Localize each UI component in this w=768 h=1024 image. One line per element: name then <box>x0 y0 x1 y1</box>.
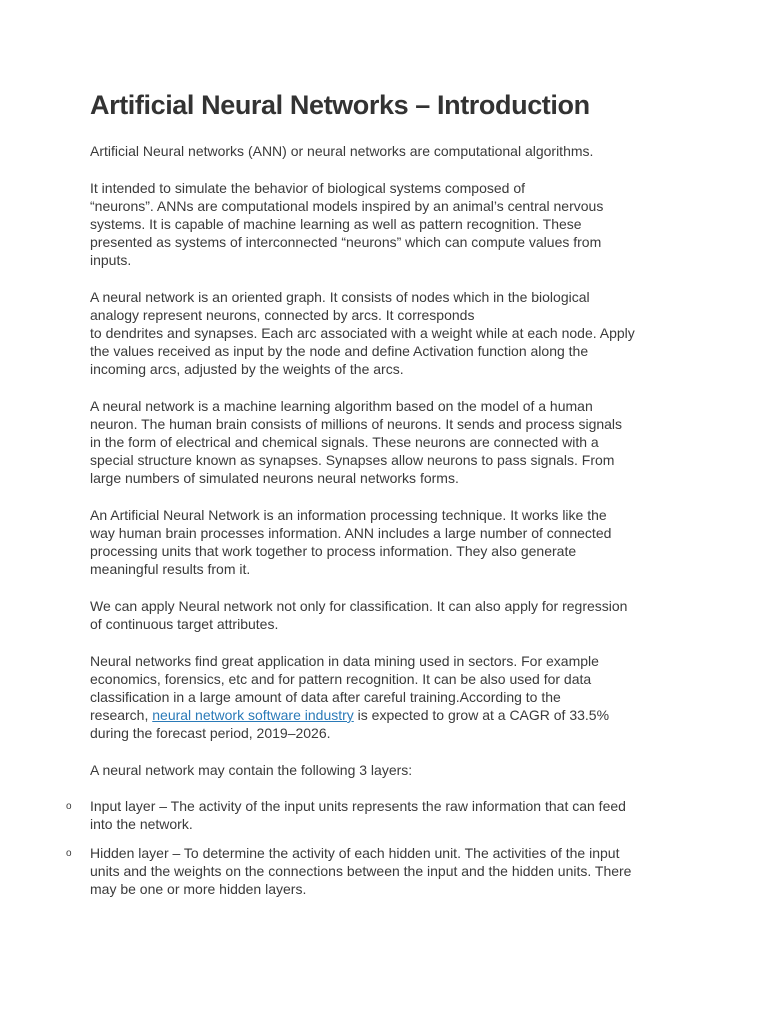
text-line-research <box>90 706 690 724</box>
text-line: It intended to simulate the behavior of biological systems composed of <box>90 180 526 196</box>
paragraph-applications <box>90 652 690 742</box>
text-line: the values received as input by the node and define Activation function along the <box>90 343 589 359</box>
text-line: to dendrites and synapses. Each arc associated with a weight while at each node. Apply <box>90 325 635 341</box>
paragraph-oriented-graph <box>90 288 690 378</box>
text-line: We can apply Neural network not only for classification. It can also apply for regression <box>90 598 628 614</box>
text-line: special structure known as synapses. Synapses allow neurons to pass signals. From <box>90 452 615 468</box>
text-line: processing units that work together to process information. They also generate <box>90 543 577 559</box>
text-line: analogy represent neurons, connected by arcs. It corresponds <box>90 307 475 323</box>
research-prefix: research, <box>90 707 153 723</box>
list-item-text <box>90 844 631 898</box>
list-item-text <box>90 797 626 833</box>
text-line: units and the weights on the connections between the input and the hidden units. There <box>90 863 632 879</box>
text-line: in the form of electrical and chemical signals. These neurons are connected with a <box>90 434 599 450</box>
circle-bullet-icon: o <box>66 848 72 859</box>
text-line: may be one or more hidden layers. <box>90 881 307 897</box>
text-line: Hidden layer – To determine the activity of each hidden unit. The activities of the input <box>90 845 620 861</box>
text-line: “neurons”. ANNs are computational models inspired by an animal’s central nervous <box>90 198 604 214</box>
paragraph-biological-systems <box>90 179 690 269</box>
text-line: into the network. <box>90 816 193 832</box>
text-line: economics, forensics, etc and for pattern recognition. It can be also used for data <box>90 671 592 687</box>
text-line: large numbers of simulated neurons neural networks forms. <box>90 470 459 486</box>
text-line: way human brain processes information. ANN includes a large number of connected <box>90 525 612 541</box>
text-line: meaningful results from it. <box>90 561 251 577</box>
paragraph-intro <box>90 142 690 160</box>
text-line: Artificial Neural networks (ANN) or neural networks are computational algorithms. <box>90 143 594 159</box>
text-line: classification in a large amount of data after careful training.According to the <box>90 689 561 705</box>
paragraph-regression <box>90 597 690 633</box>
text-line: A neural network is an oriented graph. It consists of nodes which in the biological <box>90 289 590 305</box>
neural-network-software-industry-link[interactable]: neural network software industry <box>152 707 354 723</box>
text-line: A neural network may contain the following 3 layers: <box>90 762 413 778</box>
text-line: Input layer – The activity of the input units represents the raw information that can feed <box>90 798 626 814</box>
text-line: systems. It is capable of machine learning as well as pattern recognition. These <box>90 216 582 232</box>
page-title: Artificial Neural Networks – Introduction <box>90 90 590 120</box>
circle-bullet-icon: o <box>66 801 72 812</box>
text-line: neuron. The human brain consists of millions of neurons. It sends and process signals <box>90 416 623 432</box>
text-line: inputs. <box>90 252 132 268</box>
text-line: An Artificial Neural Network is an information processing technique. It works like the <box>90 507 607 523</box>
paragraph-information-processing <box>90 506 690 578</box>
research-suffix: is expected to grow at a CAGR of 33.5% <box>353 707 610 723</box>
text-line: during the forecast period, 2019–2026. <box>90 725 331 741</box>
text-line: Neural networks find great application in data mining used in sectors. For example <box>90 653 599 669</box>
text-line: of continuous target attributes. <box>90 616 279 632</box>
text-line: A neural network is a machine learning algorithm based on the model of a human <box>90 398 593 414</box>
paragraph-layers-intro <box>90 761 690 779</box>
text-line: incoming arcs, adjusted by the weights of the arcs. <box>90 361 404 377</box>
paragraph-human-neuron <box>90 397 690 487</box>
text-line: presented as systems of interconnected “neurons” which can compute values from <box>90 234 602 250</box>
